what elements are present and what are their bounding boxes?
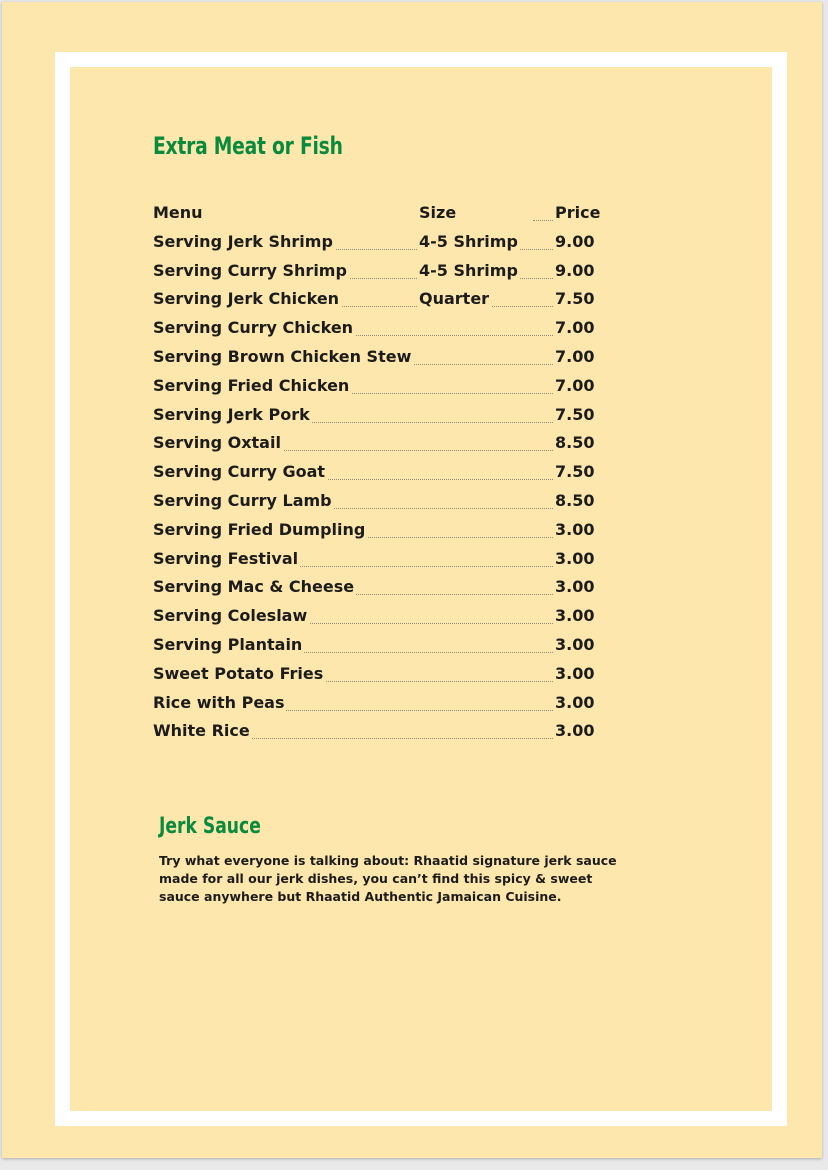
menu-item-name: Serving Jerk Shrimp [153,231,333,251]
menu-item-price: 7.50 [553,403,605,426]
menu-item-size: Quarter [419,289,490,309]
menu-item-row [153,575,603,604]
menu-rows [153,230,603,748]
menu-item-name: Serving Festival [153,548,299,568]
menu-header-row [153,201,603,230]
menu-item-name: Serving Curry Shrimp [153,260,347,280]
menu-item-price: 7.50 [553,460,605,483]
jerk-sauce-title: Jerk Sauce [159,814,261,839]
menu-item-price: 3.00 [553,547,605,570]
menu-item-name: Serving Mac & Cheese [153,577,355,597]
menu-item-price: 7.50 [553,287,605,310]
menu-item-row [153,259,603,288]
menu-item-price: 7.00 [553,345,605,368]
menu-item-name: Serving Fried Chicken [153,375,350,395]
menu-item-row [153,287,603,316]
menu-item-name: Rice with Peas [153,692,285,712]
menu-item-row [153,345,603,374]
dot-leader [533,214,555,221]
column-header-price: Price [553,201,605,224]
menu-item-price: 7.00 [553,316,605,339]
menu-item-row [153,230,603,259]
menu-table [153,201,603,748]
menu-item-price: 3.00 [553,662,605,685]
menu-item-price: 9.00 [553,259,605,282]
menu-item-name: Serving Jerk Pork [153,404,310,424]
menu-item-row [153,719,603,748]
menu-item-name: Sweet Potato Fries [153,663,324,683]
menu-item-row [153,431,603,460]
menu-item-price: 9.00 [553,230,605,253]
menu-item-price: 3.00 [553,604,605,627]
menu-item-row [153,604,603,633]
menu-item-name: Serving Curry Goat [153,462,326,482]
menu-item-row [153,316,603,345]
menu-item-row [153,374,603,403]
menu-item-row [153,489,603,518]
menu-item-name: Serving Jerk Chicken [153,289,340,309]
menu-item-size: 4-5 Shrimp [419,260,518,280]
menu-item-price: 8.50 [553,489,605,512]
menu-item-name: Serving Curry Chicken [153,318,354,338]
menu-item-name: Serving Brown Chicken Stew [153,346,412,366]
menu-item-price: 3.00 [553,633,605,656]
section-title: Extra Meat or Fish [153,132,343,160]
menu-item-price: 3.00 [553,575,605,598]
menu-item-price: 3.00 [553,691,605,714]
menu-item-row [153,633,603,662]
column-header-size: Size [419,203,457,222]
menu-item-row [153,518,603,547]
menu-item-price: 8.50 [553,431,605,454]
column-header-menu: Menu [153,203,203,222]
menu-item-row [153,403,603,432]
menu-item-name: Serving Plantain [153,634,303,654]
menu-item-price: 7.00 [553,374,605,397]
menu-item-name: White Rice [153,721,250,741]
jerk-sauce-description: Try what everyone is talking about: Rhaatid signature jerk sauce made for all our jerk dishes, you can’t find this spicy & sweet sauce anywhere but Rhaatid Authentic Jamaican Cuisine. [159,853,617,904]
menu-item-row [153,691,603,720]
menu-item-name: Serving Oxtail [153,433,281,453]
menu-item-name: Serving Curry Lamb [153,490,332,510]
menu-page [2,2,822,1158]
menu-item-price: 3.00 [553,719,605,742]
menu-item-size: 4-5 Shrimp [419,231,518,251]
menu-item-row [153,460,603,489]
menu-item-row [153,662,603,691]
menu-item-row [153,547,603,576]
menu-item-name: Serving Fried Dumpling [153,519,366,539]
menu-item-name: Serving Coleslaw [153,606,308,626]
menu-item-price: 3.00 [553,518,605,541]
